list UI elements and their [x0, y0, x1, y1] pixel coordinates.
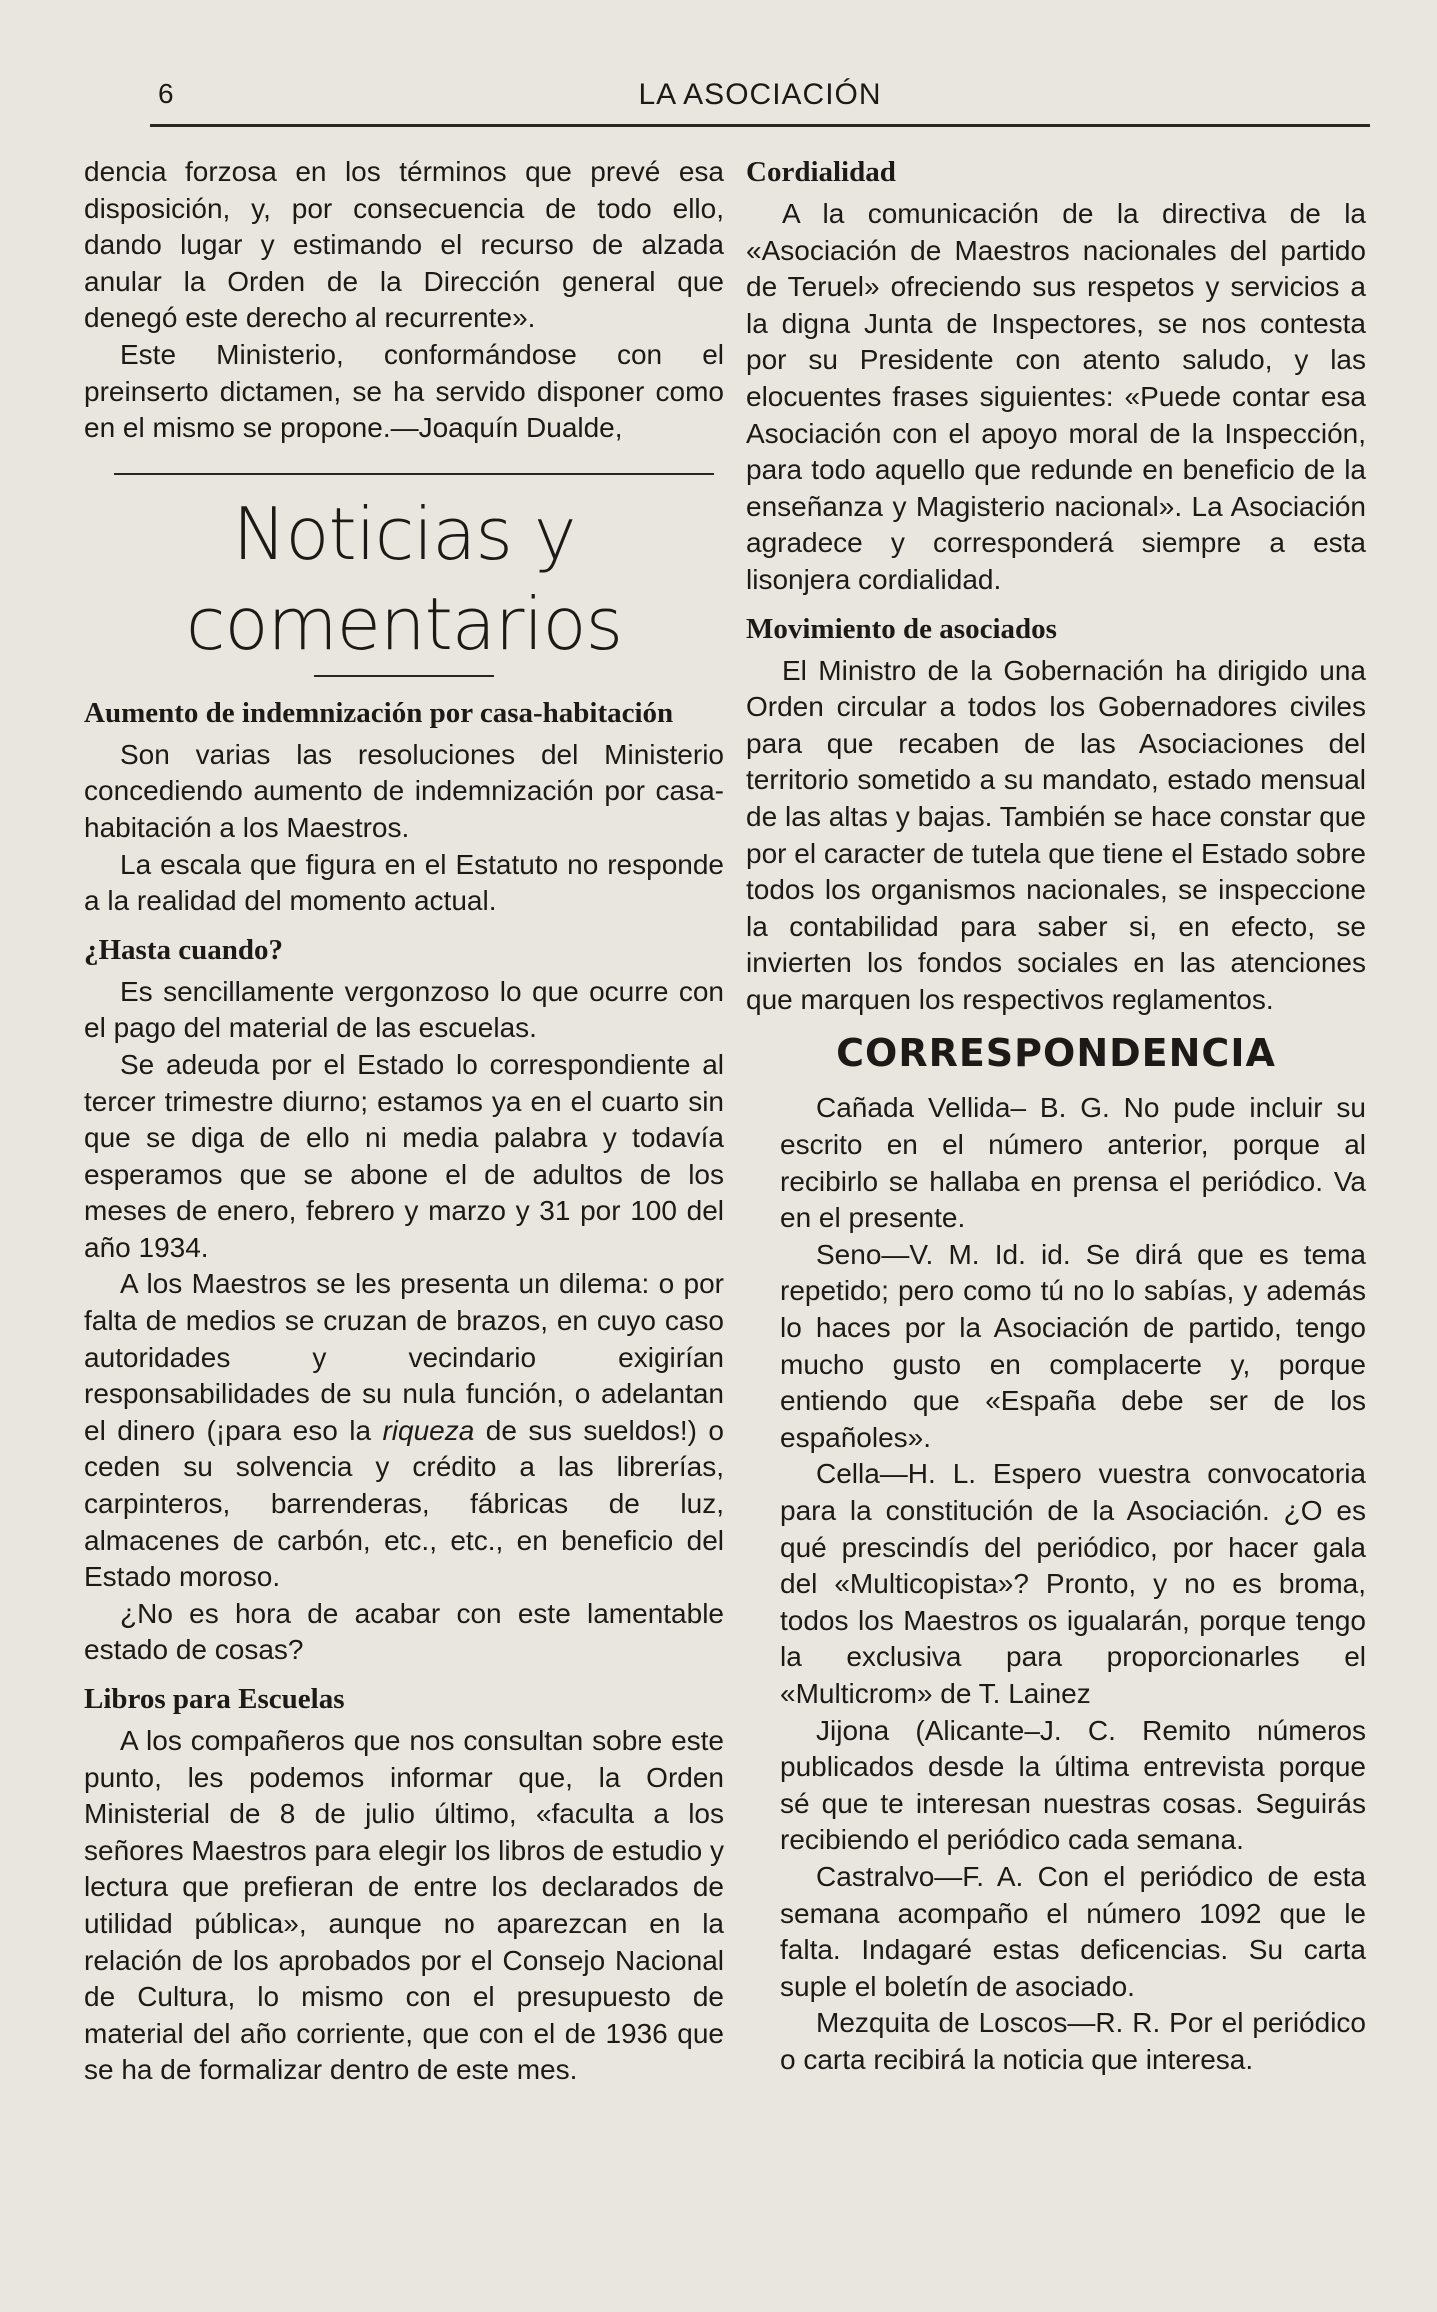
- article-paragraph: La escala que figura en el Estatuto no responde a la realidad del momento actual.: [84, 848, 724, 917]
- article-paragraph: Se adeuda por el Estado lo correspondiente al tercer trimestre diurno; estamos ya en el cuarto sin que se diga de ello ni media palabra y todavía esperamos que se abone el de adultos de los meses de enero, febrero y marzo y 31 por 100 del año 1934.: [84, 1048, 724, 1263]
- article-title-indemnizacion: Aumento de indemnización por casa-habitación: [84, 696, 674, 729]
- article-paragraph: Son varias las resoluciones del Ministerio concediendo aumento de indemnización por casa-habitación a los Maestros.: [84, 738, 724, 843]
- article-title-movimiento: Movimiento de asociados: [746, 612, 1057, 645]
- right-column: [746, 154, 1366, 2079]
- article-paragraph: El Ministro de la Gobernación ha dirigido una Orden circular a todos los Gobernadores civiles para que recaben de las Asociaciones del territorio sometido a su mandato, estado mensual de las altas y bajas. También se hace constar que por el caracter de tutela que tiene el Estado sobre todos los organismos nacionales, se inspeccione la contabilidad para saber si, en efecto, se invierten los fondos sociales en las atenciones que marquen los respectivos reglamentos.: [746, 654, 1366, 1015]
- article-paragraph: Es sencillamente vergonzoso lo que ocurre con el pago del material de las escuelas.: [84, 975, 724, 1044]
- emphasis-riqueza: riqueza: [382, 1414, 475, 1446]
- article-title-hasta-cuando: ¿Hasta cuando?: [84, 933, 284, 966]
- journal-title: LA ASOCIACIÓN: [638, 78, 882, 111]
- article-paragraph: [84, 1266, 724, 1595]
- section-divider: [114, 473, 714, 475]
- correspondence-title: CORRESPONDENCIA: [836, 1031, 1276, 1076]
- correspondence-entry: Mezquita de Loscos—R. R. Por el periódico o carta recibirá la noticia que interesa.: [780, 2007, 1366, 2075]
- intro-paragraph-1: dencia forzosa en los términos que prevé esa disposición, y, por consecuencia de todo ello, dando lugar y estimando el recurso de alzada anular la Orden de la Dirección general que denegó este derecho al recurrente».: [84, 156, 724, 334]
- correspondence-entry: Cañada Vellida– B. G. No pude incluir su escrito en el número anterior, porque al recibirlo se hallaba en prensa el periódico. Va en el presente.: [780, 1092, 1366, 1234]
- section-title: Noticias y comentarios: [185, 491, 623, 666]
- page-header: [150, 78, 1370, 127]
- correspondence-entry: Seno—V. M. Id. id. Se dirá que es tema repetido; pero como tú no lo sabías, y además lo haces por la Asociación de partido, tengo mucho gusto en complacerte y, porque entiendo que «España debe ser de los españoles».: [780, 1238, 1366, 1453]
- article-paragraph: A la comunicación de la directiva de la «Asociación de Maestros nacionales del partido de Teruel» ofreciendo sus respetos y servicios a la digna Junta de Inspectores, se nos contesta por su Presidente con atento saludo, y las elocuentes frases siguientes: «Puede contar esa Asociación con el apoyo moral de la Inspección, para todo aquello que redunde en beneficio de la enseñanza y Magisterio nacional». La Asociación agradece y corresponderá siempre a esta lisonjera cordialidad.: [746, 198, 1366, 595]
- article-paragraph: ¿No es hora de acabar con este lamentable estado de cosas?: [84, 1597, 724, 1666]
- article-title-libros: Libros para Escuelas: [84, 1683, 345, 1715]
- correspondence-entry: Castralvo—F. A. Con el periódico de esta semana acompaño el número 1092 que le falta. Indagaré estas deficencias. Su carta suple el boletín de asociado.: [780, 1860, 1366, 2002]
- correspondence-entry: Cella—H. L. Espero vuestra convocatoria para la constitución de la Asociación. ¿O es qué prescindís del periódico, por hacer gala del «Multicopista»? Pronto, y no es broma, todos los Maestros os igualarán, porque tengo la exclusiva para proporcionarles el «Multicrom» de T. Lainez: [780, 1458, 1366, 1709]
- article-title-cordialidad: Cordialidad: [746, 156, 896, 188]
- text-run: de sus sueldos!) o ceden su solvencia y crédito a las librerías, carpinteros, barrenderas, fábricas de luz, almacenes de carbón, etc., etc., en beneficio del Estado moroso.: [84, 1414, 724, 1593]
- intro-paragraph-2: Este Ministerio, conformándose con el preinserto dictamen, se ha servido disponer como en el mismo se propone.—Joaquín Dualde,: [84, 338, 724, 444]
- text-run: A los Maestros se les presenta un dilema: o por falta de medios se cruzan de brazos, en cuyo caso autoridades y vecindario exigirían responsabilidades de su nula función, o adelantan el dinero (¡para eso la: [84, 1268, 724, 1446]
- correspondence-entry: Jijona (Alicante–J. C. Remito números publicados desde la última entrevista porque sé que te interesan nuestras cosas. Seguirás recibiendo el periódico cada semana.: [780, 1714, 1366, 1856]
- article-paragraph: A los compañeros que nos consultan sobre este punto, les podemos informar que, la Orden Ministerial de 8 de julio último, «faculta a los señores Maestros para elegir los libros de estudio y lectura que prefieran de entre los declarados de utilidad pública», aunque no aparezcan en la relación de los aprobados por el Consejo Nacional de Cultura, lo mismo con el presupuesto de material del año corriente, que con el de 1936 que se ha de formalizar dentro de este mes.: [84, 1725, 724, 2086]
- left-column: [84, 154, 724, 2089]
- page-number: 6: [158, 78, 174, 109]
- short-divider: [314, 675, 494, 677]
